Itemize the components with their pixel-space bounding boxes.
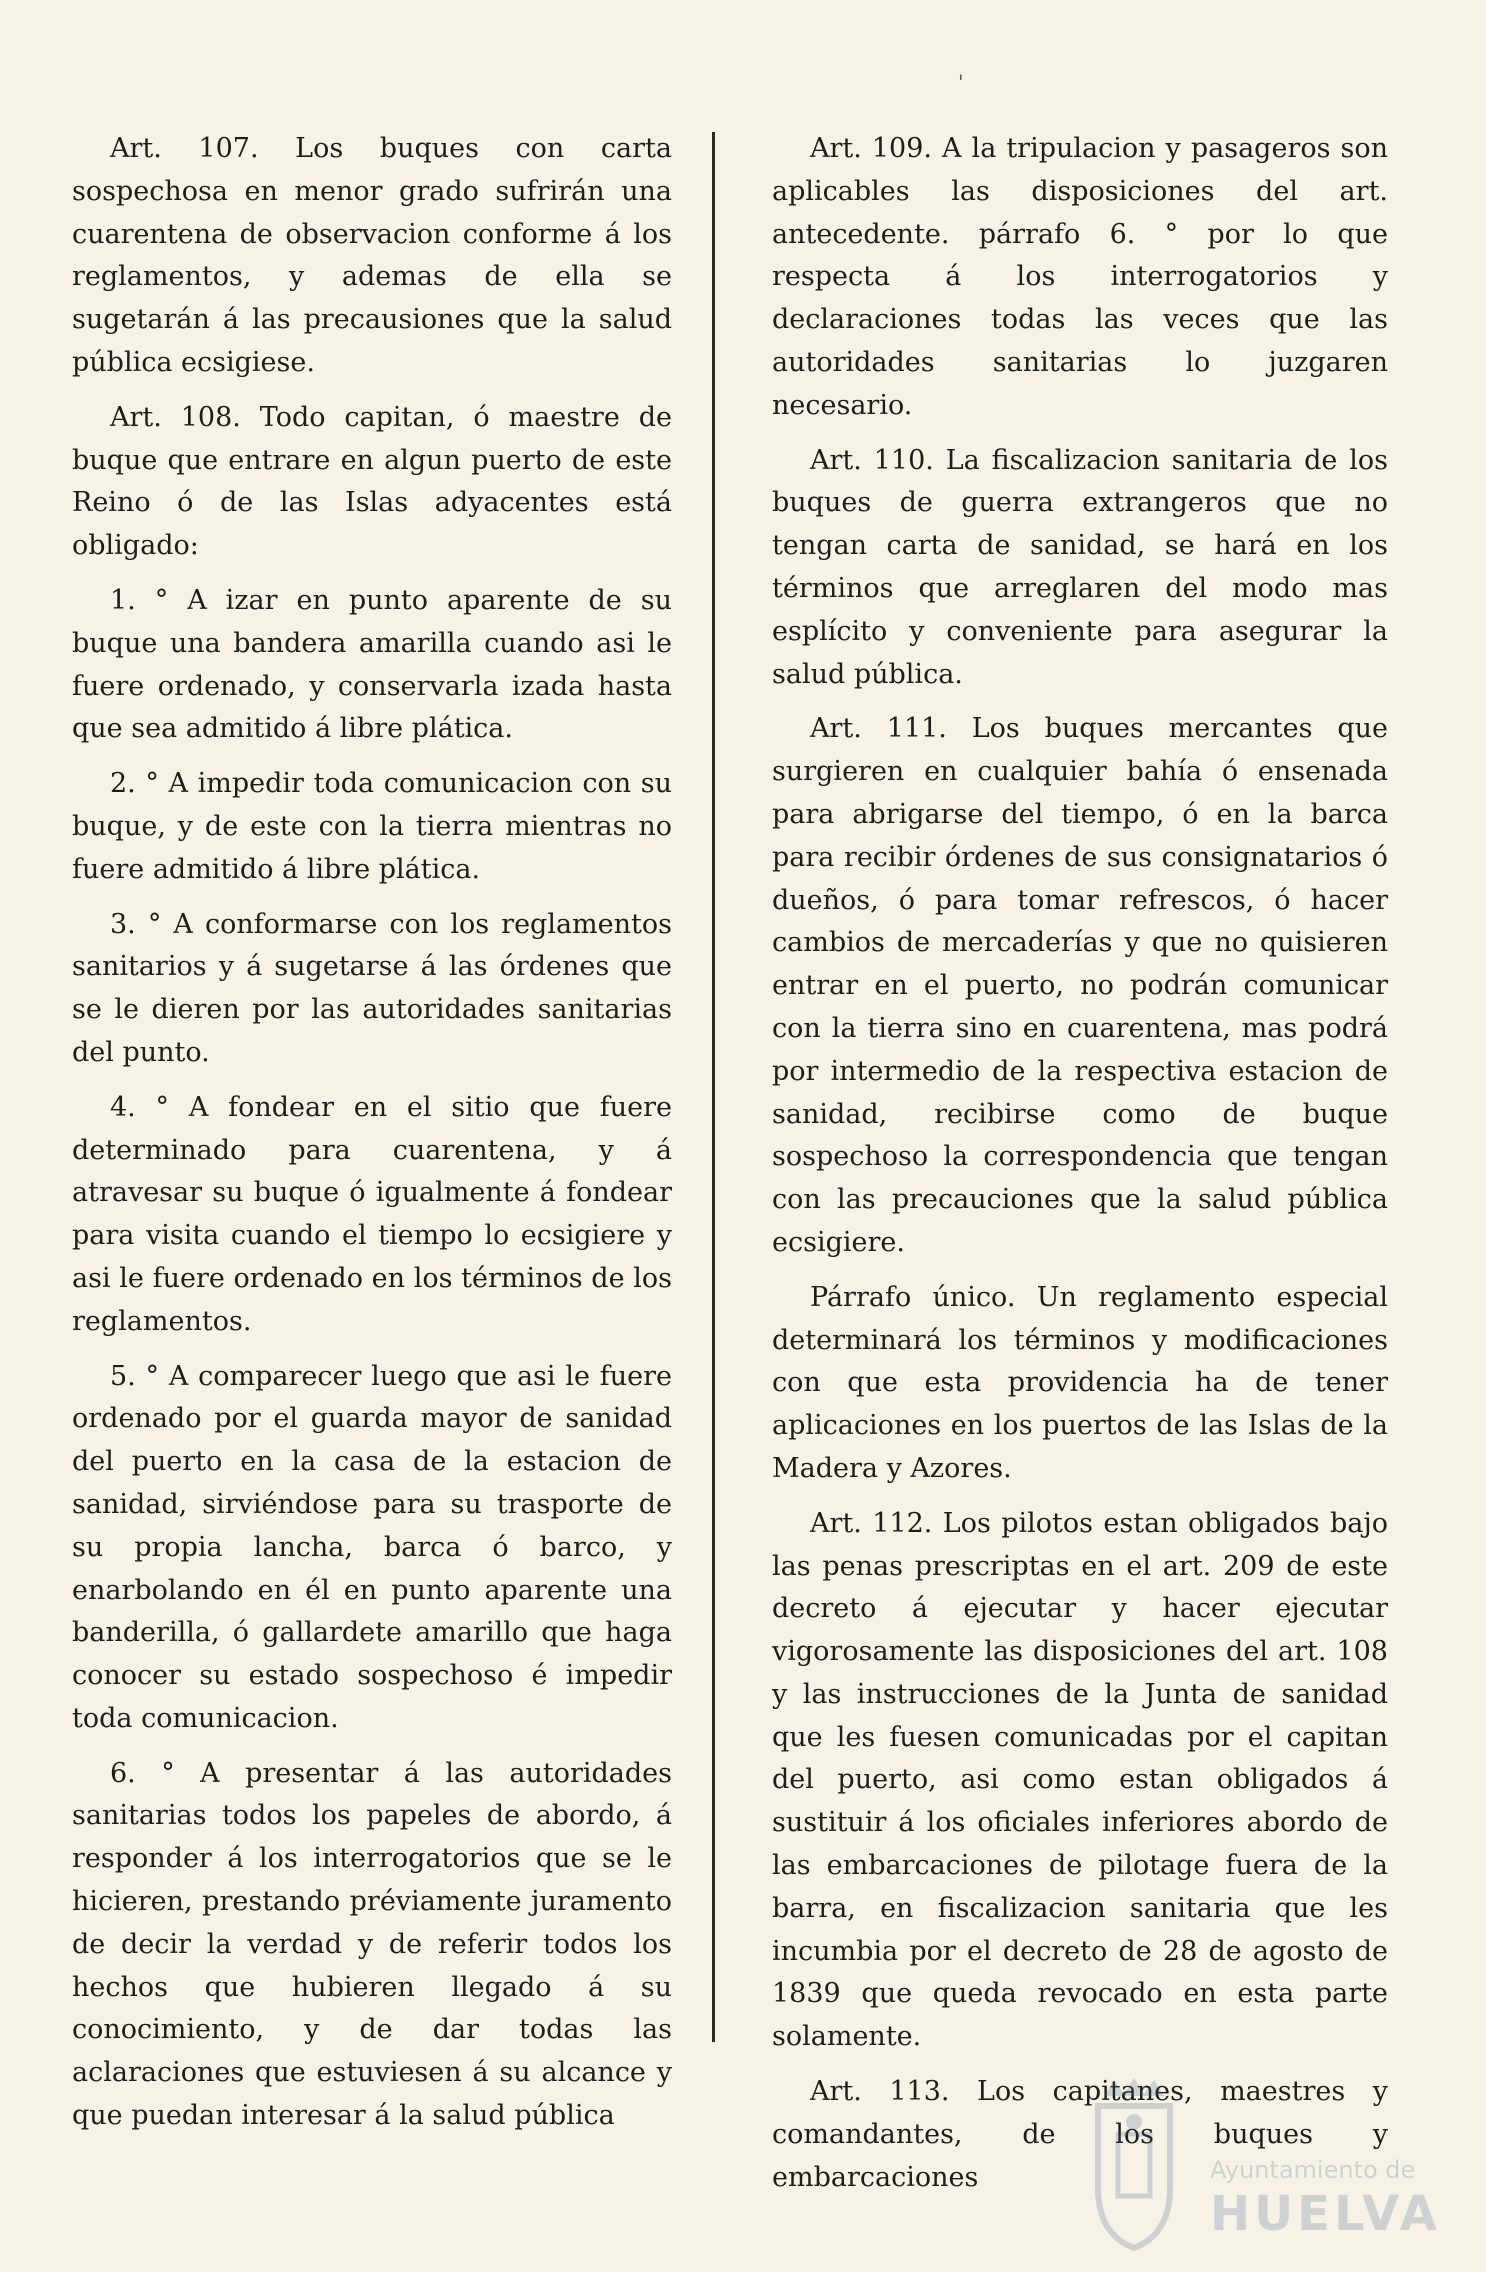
page-mark: ' <box>958 70 964 94</box>
watermark-line-1: Ayuntamiento de <box>1210 2156 1416 2184</box>
article-108-item-6: 6. ° A presentar á las autoridades sanitarias todos los papeles de abordo, á responder á los interrogatorios que se le hicieren, prestando préviamente juramento de decir la verdad y de referir todos los hechos que hubieren llegado á su conocimiento, y de dar todas las aclaraciones que estuviesen á su alcance y que puedan interesar á la salud pública <box>72 1757 672 2132</box>
article-108-item-4: 4. ° A fondear en el sitio que fuere determinado para cuarentena, y á atravesar su buque ó igualmente á fondear para visita cuando el tiempo lo ecsigiere y asi le fuere ordenado en los términos de los reglamentos. <box>72 1091 672 1337</box>
article-109: Art. 109. A la tripulacion y pasageros son aplicables las disposiciones del art. antecedente. párrafo 6. ° por lo que respecta á los interrogatorios y declaraciones todas las veces que las autoridades sanitarias lo juzgaren necesario. <box>772 133 1388 421</box>
article-111: Art. 111. Los buques mercantes que surgieren en cualquier bahía ó ensenada para abrigarse del tiempo, ó en la barca para recibir órdenes de sus consignatarios ó dueños, ó para tomar refrescos, ó hacer cambios de mercaderías y que no quisieren entrar en el puerto, no podrán comunicar con la tierra sino en cuarentena, mas podrá por intermedio de la respectiva estacion de sanidad, recibirse como de buque sospechoso la correspondencia que tengan con las precauciones que la salud pública ecsigiere. <box>772 713 1388 1258</box>
right-column <box>772 128 1388 2211</box>
watermark-line-2: HUELVA <box>1210 2186 1441 2242</box>
article-108-item-3: 3. ° A conformarse con los reglamentos sanitarios y á sugetarse á las órdenes que se le dieren por las autoridades sanitarias del punto. <box>72 908 672 1068</box>
article-107: Art. 107. Los buques con carta sospechosa en menor grado sufrirán una cuarentena de observacion conforme á los reglamentos, y ademas de ella se sugetarán á las precausiones que la salud pública ecsigiese. <box>72 133 672 378</box>
article-108: Art. 108. Todo capitan, ó maestre de buque que entrare en algun puerto de este Reino ó de las Islas adyacentes está obligado: <box>72 401 672 562</box>
article-112: Art. 112. Los pilotos estan obligados bajo las penas prescriptas en el art. 209 de este decreto á ejecutar y hacer ejecutar vigorosamente las disposiciones del art. 108 y las instrucciones de la Junta de sanidad que les fuesen comunicadas por el capitan del puerto, asi como estan obligados á sustituir á los oficiales inferiores abordo de las embarcaciones de pilotage fuera de la barra, en fiscalizacion sanitaria que les incumbia por el decreto de 28 de agosto de 1839 que queda revocado en esta parte solamente. <box>772 1507 1388 2053</box>
article-110: Art. 110. La fiscalizacion sanitaria de los buques de guerra extrangeros que no tengan carta de sanidad, se hará en los términos que arreglaren del modo mas esplícito y conveniente para asegurar la salud pública. <box>772 444 1388 690</box>
article-108-item-1: 1. ° A izar en punto aparente de su buque una bandera amarilla cuando asi le fuere ordenado, y conservarla izada hasta que sea admitido á libre plática. <box>72 584 672 745</box>
column-divider <box>712 132 715 2042</box>
article-113: Art. 113. Los capitanes, maestres y comandantes, de los buques y embarcaciones <box>772 2076 1388 2193</box>
left-column <box>72 128 672 2150</box>
article-111-paragraph-unico: Párrafo único. Un reglamento especial determinará los términos y modificaciones con que esta providencia ha de tener aplicaciones en los puertos de las Islas de la Madera y Azores. <box>772 1281 1388 1484</box>
huelva-watermark <box>1060 2070 1441 2270</box>
article-108-item-5: 5. ° A comparecer luego que asi le fuere ordenado por el guarda mayor de sanidad del puerto en la casa de la estacion de sanidad, sirviéndose para su trasporte de su propia lancha, barca ó barco, y enarbolando en él en punto aparente una banderilla, ó gallardete amarillo que haga conocer su estado sospechoso é impedir toda comunicacion. <box>72 1360 672 1734</box>
coat-of-arms-icon <box>1084 2076 1184 2252</box>
article-108-item-2: 2. ° A impedir toda comunicacion con su buque, y de este con la tierra mientras no fuere admitido á libre plática. <box>72 768 672 885</box>
